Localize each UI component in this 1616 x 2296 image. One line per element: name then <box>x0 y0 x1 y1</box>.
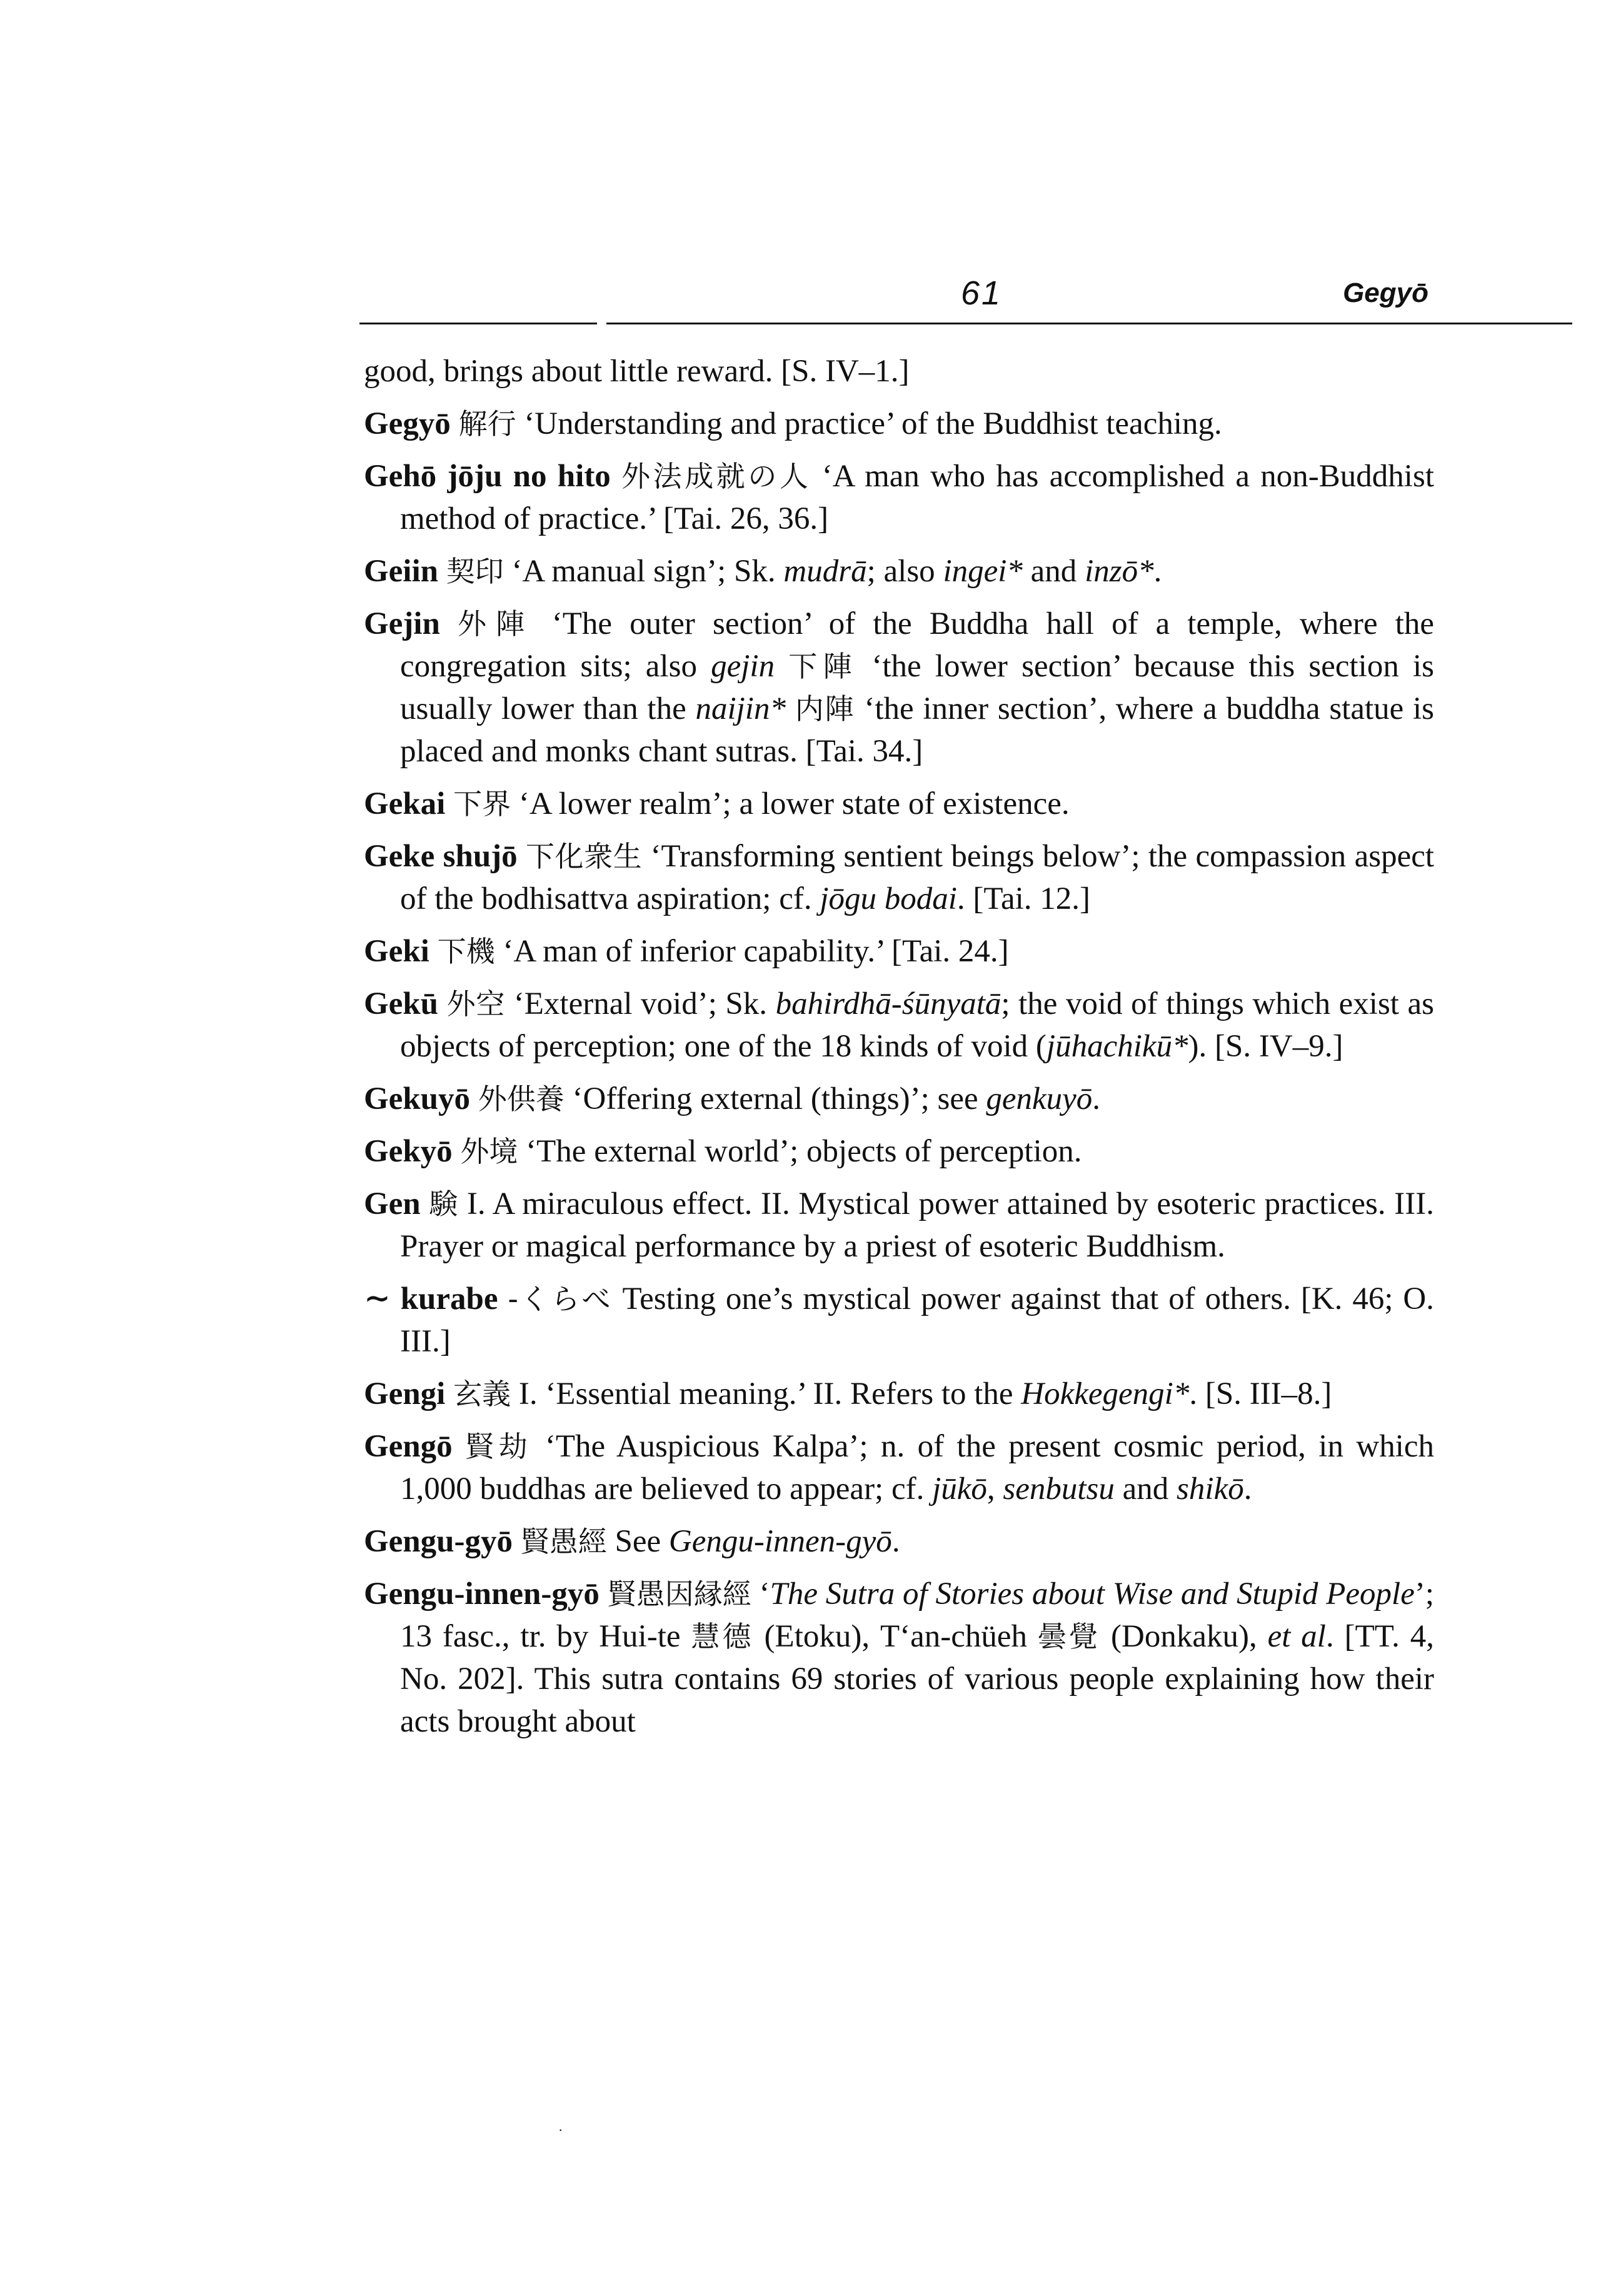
italic-term: inzō* <box>1085 554 1154 589</box>
running-head: Gegyō <box>1343 278 1428 308</box>
headword: Gejin <box>364 606 440 641</box>
dictionary-entry <box>364 1520 1434 1563</box>
headword: Gengu-gyō <box>364 1524 513 1559</box>
kanji-text: -くらべ <box>508 1282 613 1316</box>
entry-text: ‘The outer section’ of the Buddha hall of a temple, where the congregation sits; also <box>400 606 1435 684</box>
dictionary-entry <box>364 983 1434 1068</box>
entry-text <box>600 1577 608 1612</box>
entry-text: ‘The Auspicious Kalpa’; n. of the present cosmic period, in which 1,000 buddhas are believed to appear; cf. <box>400 1429 1435 1506</box>
entry-text: ‘Transforming sentient beings below’; the compassion aspect of the bodhisattva aspiration; cf. <box>400 839 1435 916</box>
kanji-text: 下界 <box>453 787 511 821</box>
dictionary-entry <box>364 1183 1434 1268</box>
entry-text <box>440 606 458 641</box>
entry-text: ‘Understanding and practice’ of the Buddhist teaching. <box>516 406 1222 441</box>
kanji-text: 慧德 <box>691 1620 754 1653</box>
entry-text <box>445 786 453 821</box>
dictionary-entry <box>364 783 1434 825</box>
entry-text: good, brings about little reward. [S. IV–1.] <box>364 354 910 389</box>
italic-term: Hokkegengi* <box>1021 1376 1190 1411</box>
entry-text: . <box>1153 554 1162 589</box>
dictionary-entry <box>364 1078 1434 1120</box>
entry-text: . <box>1092 1081 1101 1116</box>
italic-term: et al <box>1267 1619 1326 1654</box>
entry-text: ‘A man of inferior capability.’ [Tai. 24.] <box>494 934 1009 969</box>
page-number: 61 <box>960 274 1003 312</box>
entry-text: , <box>986 1471 1003 1506</box>
entry-text <box>518 839 526 874</box>
kanji-text: 外供養 <box>478 1082 565 1116</box>
entry-text <box>611 459 621 494</box>
italic-term: naijin* <box>695 691 786 726</box>
kanji-text: 外法成就の人 <box>621 459 811 493</box>
entry-text <box>438 554 446 589</box>
entry-text: ‘A man who has accomplished a non-Buddhist method of practice.’ [Tai. 26, 36.] <box>400 459 1434 536</box>
entry-text: ‘The external world’; objects of perception. <box>518 1134 1082 1169</box>
entry-text <box>775 649 788 684</box>
italic-term: jūkō <box>932 1471 987 1506</box>
headword: Gengō <box>364 1429 453 1464</box>
headword: Geki <box>364 934 429 969</box>
dictionary-entry <box>364 603 1434 773</box>
italic-term: The Sutra of Stories about Wise and Stupid People <box>770 1577 1415 1612</box>
entry-text <box>513 1524 521 1559</box>
entry-text: ‘the inner section’, where a buddha statue is placed and monks chant sutras. [Tai. 34.] <box>400 691 1435 769</box>
headword: Gen <box>364 1186 421 1221</box>
dictionary-entry <box>364 930 1434 973</box>
entry-text: ‘A manual sign’; Sk. <box>503 554 784 589</box>
italic-term: jūhachikū* <box>1046 1029 1188 1064</box>
headword: Geke shujō <box>364 839 518 874</box>
entry-text: ’; 13 fasc., tr. by Hui-te <box>400 1577 1435 1654</box>
entry-text <box>429 934 438 969</box>
headword: Geiin <box>364 554 439 589</box>
entry-text <box>498 1281 508 1316</box>
entry-text: . [TT. 4, No. 202]. This sutra contains 69 stories of various people explaining how their acts brought about <box>400 1619 1434 1739</box>
dictionary-entry <box>364 350 1434 393</box>
italic-term: mudrā <box>783 554 867 589</box>
dictionary-entry <box>364 455 1434 540</box>
dictionary-entry <box>364 1373 1434 1415</box>
headword: Gengu-innen-gyō <box>364 1577 600 1612</box>
kanji-text: 曇覺 <box>1037 1620 1101 1653</box>
entry-text: See <box>606 1524 669 1559</box>
italic-term: jōgu bodai <box>820 881 957 916</box>
dictionary-entry <box>364 1278 1434 1363</box>
kanji-text: 玄義 <box>453 1377 511 1411</box>
header-rule-left <box>359 323 597 324</box>
entry-text <box>438 986 447 1021</box>
dictionary-entry <box>364 403 1434 445</box>
entry-text: ; the void of things which exist as objects of perception; one of the 18 kinds of void ( <box>400 986 1435 1064</box>
dictionary-entry <box>364 550 1434 593</box>
page-header <box>359 274 1428 330</box>
headword: Gekai <box>364 786 446 821</box>
entry-text: ‘ <box>751 1577 770 1612</box>
entry-text <box>421 1186 429 1221</box>
headword: Gegyō <box>364 406 451 441</box>
entry-text: ; also <box>866 554 943 589</box>
header-rule-right <box>606 323 1572 324</box>
italic-term: bahirdhā-śūnyatā <box>775 986 1001 1021</box>
entry-text: ‘Offering external (things)’; see <box>564 1081 986 1116</box>
dictionary-entry <box>364 835 1434 920</box>
entry-text: . <box>1243 1471 1252 1506</box>
entry-list <box>364 350 1434 1753</box>
kanji-text: 験 <box>429 1187 459 1221</box>
dictionary-entry <box>364 1573 1434 1743</box>
kanji-text: 外境 <box>460 1135 518 1168</box>
entry-text <box>453 1134 461 1169</box>
entry-text <box>786 691 795 726</box>
kanji-text: 賢愚經 <box>520 1525 607 1558</box>
headword: Gekyō <box>364 1134 453 1169</box>
dictionary-entry <box>364 1425 1434 1510</box>
entry-text: (Etoku), T‘an-chüeh <box>753 1619 1038 1654</box>
entry-text: and <box>1022 554 1085 589</box>
kanji-text: 下陣 <box>788 649 858 683</box>
entry-text <box>453 1429 465 1464</box>
kanji-text: 下機 <box>437 935 495 968</box>
italic-term: shikō <box>1177 1471 1244 1506</box>
entry-text: . <box>891 1524 900 1559</box>
italic-term: ingei* <box>943 554 1023 589</box>
entry-text: ‘the lower section’ because this section is usually lower than the <box>400 649 1435 726</box>
italic-term: Gengu-innen-gyō <box>668 1524 892 1559</box>
headword: ∼ kurabe <box>364 1281 498 1316</box>
entry-text: I. A miraculous effect. II. Mystical power attained by esoteric practices. III. Prayer or magical performance by a priest of esoteric Buddhism. <box>400 1186 1434 1264</box>
italic-term: gejin <box>711 649 775 684</box>
headword: Gehō jōju no hito <box>364 459 611 494</box>
entry-text: ). [S. IV–9.] <box>1188 1029 1343 1064</box>
entry-text: ‘A lower realm’; a lower state of existence. <box>511 786 1070 821</box>
headword: Gengi <box>364 1376 446 1411</box>
entry-text: I. ‘Essential meaning.’ II. Refers to the <box>511 1376 1021 1411</box>
entry-text: . [S. III–8.] <box>1189 1376 1332 1411</box>
italic-term: genkuyō <box>986 1081 1093 1116</box>
kanji-text: 下化衆生 <box>525 840 643 873</box>
entry-text <box>451 406 459 441</box>
headword: Gekuyō <box>364 1081 471 1116</box>
kanji-text: 解行 <box>458 407 516 441</box>
entry-text: . [Tai. 12.] <box>956 881 1091 916</box>
entry-text: and <box>1114 1471 1177 1506</box>
kanji-text: 外陣 <box>457 607 534 641</box>
entry-text: ‘External void’; Sk. <box>505 986 776 1021</box>
kanji-text: 賢愚因縁經 <box>607 1577 751 1611</box>
kanji-text: 契印 <box>446 554 504 588</box>
kanji-text: 外空 <box>446 987 506 1021</box>
headword: Gekū <box>364 986 439 1021</box>
entry-text: (Donkaku), <box>1100 1619 1268 1654</box>
italic-term: senbutsu <box>1003 1471 1115 1506</box>
dictionary-entry <box>364 1130 1434 1173</box>
kanji-text: 賢劫 <box>465 1430 533 1463</box>
kanji-text: 内陣 <box>795 692 855 726</box>
entry-text <box>470 1081 478 1116</box>
entry-text: Testing one’s mystical power against that of others. [K. 46; O. III.] <box>400 1281 1434 1359</box>
entry-text <box>445 1376 453 1411</box>
print-speck: · <box>558 2122 563 2138</box>
